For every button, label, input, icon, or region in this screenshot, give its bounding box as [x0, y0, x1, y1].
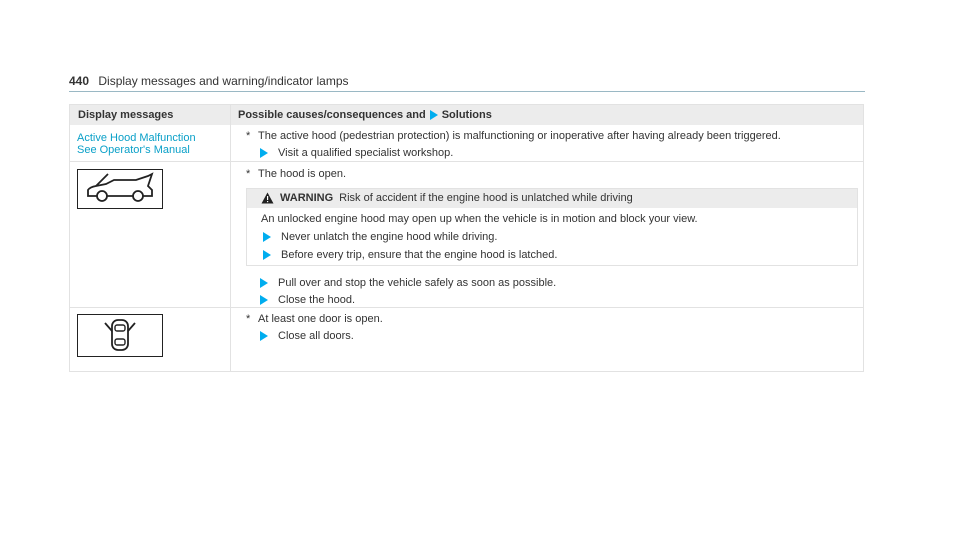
warning-box: [246, 188, 858, 266]
arrow-right-icon: [260, 295, 268, 305]
warning-text: An unlocked engine hood may open up when the vehicle is in motion and block your view.: [261, 213, 698, 225]
warning-bullet: [263, 249, 557, 261]
col2-header-solutions: Solutions: [441, 109, 492, 121]
solution-item: [260, 330, 354, 342]
arrow-right-icon: [260, 278, 268, 288]
car-door-open-icon: [77, 314, 163, 357]
solution-text: Close all doors.: [278, 330, 354, 342]
warning-bullet-text: Never unlatch the engine hood while driving.: [281, 231, 498, 243]
page-header: [69, 74, 349, 88]
col2-header: [238, 109, 492, 121]
row-divider: [70, 161, 863, 162]
solution-text: Visit a qualified specialist workshop.: [278, 147, 454, 159]
solution-text: Pull over and stop the vehicle safely as soon as possible.: [278, 277, 557, 289]
warning-title: [261, 192, 633, 204]
warning-bullet: [263, 231, 497, 243]
column-divider: [230, 105, 231, 371]
warning-bullet-text: Before every trip, ensure that the engine hood is latched.: [281, 249, 558, 261]
col1-header: Display messages: [78, 109, 174, 121]
message-line: See Operator's Manual: [77, 144, 190, 156]
arrow-right-icon: [263, 250, 271, 260]
cause-text: The hood is open.: [258, 168, 347, 180]
row-divider: [70, 307, 863, 308]
warning-triangle-icon: [261, 192, 274, 204]
solution-item: [260, 147, 453, 159]
arrow-right-icon: [260, 331, 268, 341]
solution-item: [260, 277, 556, 289]
header-rule: [69, 91, 865, 92]
arrow-right-icon: [430, 110, 438, 120]
cause-text: At least one door is open.: [258, 313, 383, 325]
footnote-star: *: [246, 130, 251, 142]
cause-text: The active hood (pedestrian protection) is malfunctioning or inoperative after having already been triggered.: [258, 130, 781, 142]
table-header: [70, 105, 863, 125]
solution-item: [260, 294, 355, 306]
footnote-star: *: [246, 313, 251, 325]
arrow-right-icon: [263, 232, 271, 242]
warning-label: WARNING: [280, 192, 334, 204]
car-hood-open-icon: [77, 169, 163, 209]
messages-table: [69, 104, 864, 372]
warning-header: [247, 189, 857, 208]
footnote-star: *: [246, 168, 251, 180]
solution-text: Close the hood.: [278, 294, 356, 306]
message-line: Active Hood Malfunction: [77, 132, 196, 144]
warning-title-text: Risk of accident if the engine hood is unlatched while driving: [339, 192, 633, 204]
page-number: 440: [69, 74, 90, 88]
arrow-right-icon: [260, 148, 268, 158]
display-message-link[interactable]: [77, 132, 196, 156]
page-title: Display messages and warning/indicator lamps: [98, 74, 349, 88]
col2-header-label: Possible causes/consequences and: [238, 109, 426, 121]
